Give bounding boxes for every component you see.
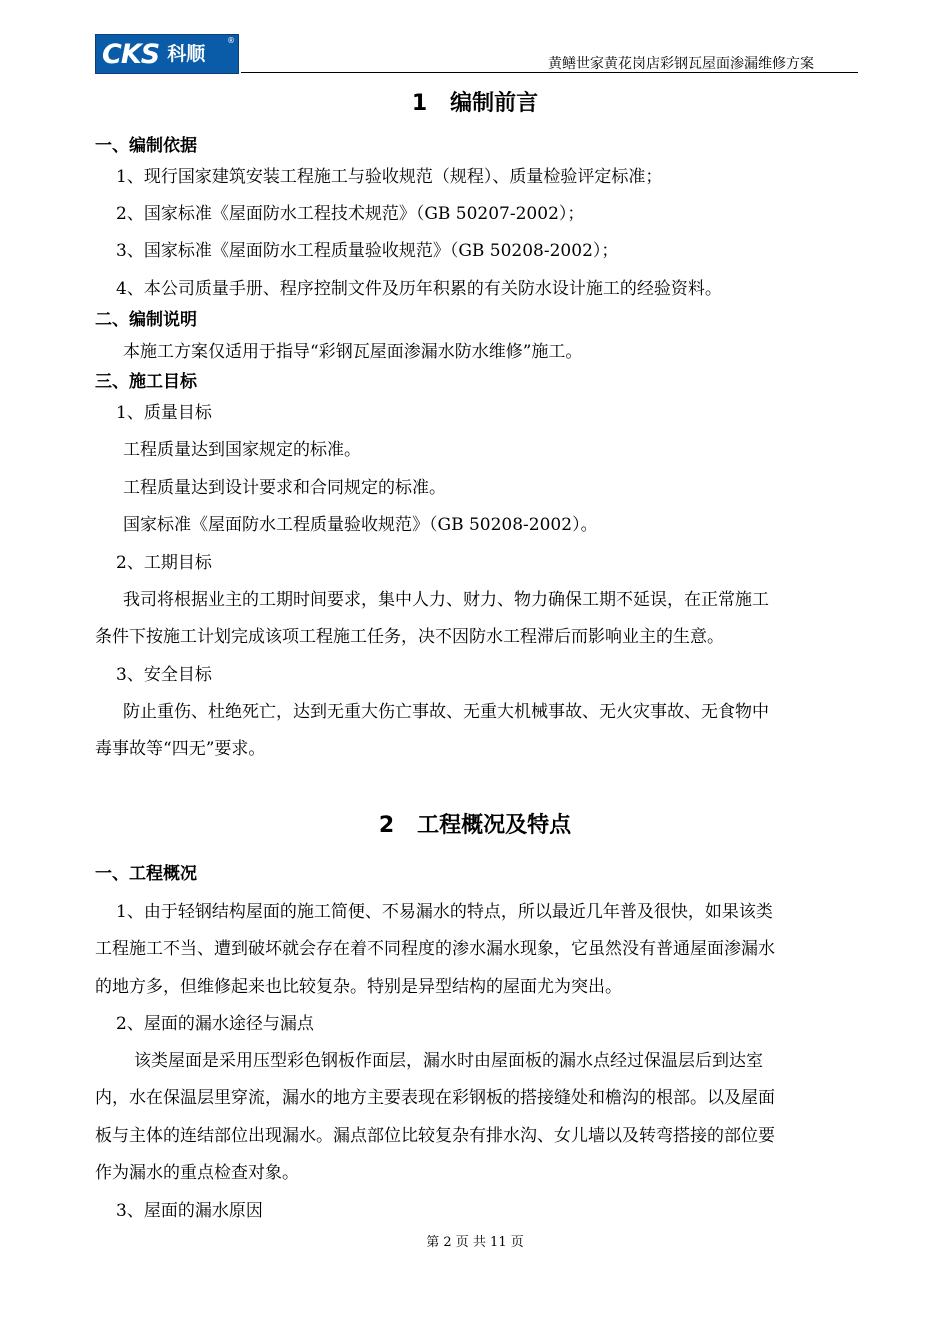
schedule-goal-line: 条件下按施工计划完成该项工程施工任务，决不因防水工程滞后而影响业主的生意。 xyxy=(95,627,724,647)
cks-logo xyxy=(95,34,239,74)
basis-item: 1、现行国家建筑安装工程施工与验收规范（规程）、质量检验评定标准； xyxy=(116,167,663,187)
basis-item: 3、国家标准《屋面防水工程质量验收规范》（GB 50208-2002）； xyxy=(116,241,619,261)
goals-heading: 三、施工目标 xyxy=(95,372,197,392)
description-text: 本施工方案仅适用于指导“彩钢瓦屋面渗漏水防水维修”施工。 xyxy=(123,342,583,362)
section-2-title: 2 工程概况及特点 xyxy=(378,813,572,838)
logo-mark: CKS xyxy=(102,38,160,70)
schedule-goal-line: 我司将根据业主的工期时间要求，集中人力、财力、物力确保工期不延误，在正常施工 xyxy=(123,590,769,610)
description-heading: 二、编制说明 xyxy=(95,310,197,330)
leak-path-line: 该类屋面是采用压型彩色钢板作面层，漏水时由屋面板的漏水点经过保温层后到达室 xyxy=(134,1051,763,1071)
leak-path-line: 板与主体的连结部位出现漏水。漏点部位比较复杂有排水沟、女儿墙以及转弯搭接的部位要 xyxy=(95,1126,775,1146)
quality-goal-line: 工程质量达到国家规定的标准。 xyxy=(123,440,361,460)
overview-line: 工程施工不当、遭到破坏就会存在着不同程度的渗水漏水现象，它虽然没有普通屋面渗漏水 xyxy=(95,939,775,959)
header-rule xyxy=(241,72,858,73)
leak-cause-title: 3、屋面的漏水原因 xyxy=(116,1201,263,1221)
safety-goal-line: 防止重伤、杜绝死亡，达到无重大伤亡事故、无重大机械事故、无火灾事故、无食物中 xyxy=(123,702,769,722)
safety-goal-line: 毒事故等“四无”要求。 xyxy=(95,739,266,759)
basis-item: 4、本公司质量手册、程序控制文件及历年积累的有关防水设计施工的经验资料。 xyxy=(116,279,722,299)
overview-line: 1、由于轻钢结构屋面的施工简便、不易漏水的特点，所以最近几年普及很快，如果该类 xyxy=(116,902,773,922)
basis-item: 2、国家标准《屋面防水工程技术规范》（GB 50207-2002）； xyxy=(116,204,585,224)
page-header xyxy=(95,34,858,74)
logo-name: 科顺 xyxy=(167,42,206,65)
safety-goal-title: 3、安全目标 xyxy=(116,665,212,685)
page-number: 第 2 页 共 11 页 xyxy=(426,1235,524,1250)
quality-goal-line: 国家标准《屋面防水工程质量验收规范》（GB 50208-2002）。 xyxy=(123,515,598,535)
quality-goal-line: 工程质量达到设计要求和合同规定的标准。 xyxy=(123,478,446,498)
header-doc-title: 黄鳝世家黄花岗店彩钢瓦屋面渗漏维修方案 xyxy=(548,56,814,72)
leak-path-title: 2、屋面的漏水途径与漏点 xyxy=(116,1014,314,1034)
leak-path-line: 内，水在保温层里穿流，漏水的地方主要表现在彩钢板的搭接缝处和檐沟的根部。以及屋面 xyxy=(95,1088,775,1108)
basis-heading: 一、编制依据 xyxy=(95,136,197,156)
leak-path-line: 作为漏水的重点检查对象。 xyxy=(95,1163,299,1183)
overview-heading: 一、工程概况 xyxy=(95,864,197,884)
overview-line: 的地方多，但维修起来也比较复杂。特别是异型结构的屋面尤为突出。 xyxy=(95,977,622,997)
logo-registered-mark: ® xyxy=(227,36,235,45)
quality-goal-title: 1、质量目标 xyxy=(116,403,212,423)
section-1-title: 1 编制前言 xyxy=(411,91,539,116)
schedule-goal-title: 2、工期目标 xyxy=(116,553,212,573)
